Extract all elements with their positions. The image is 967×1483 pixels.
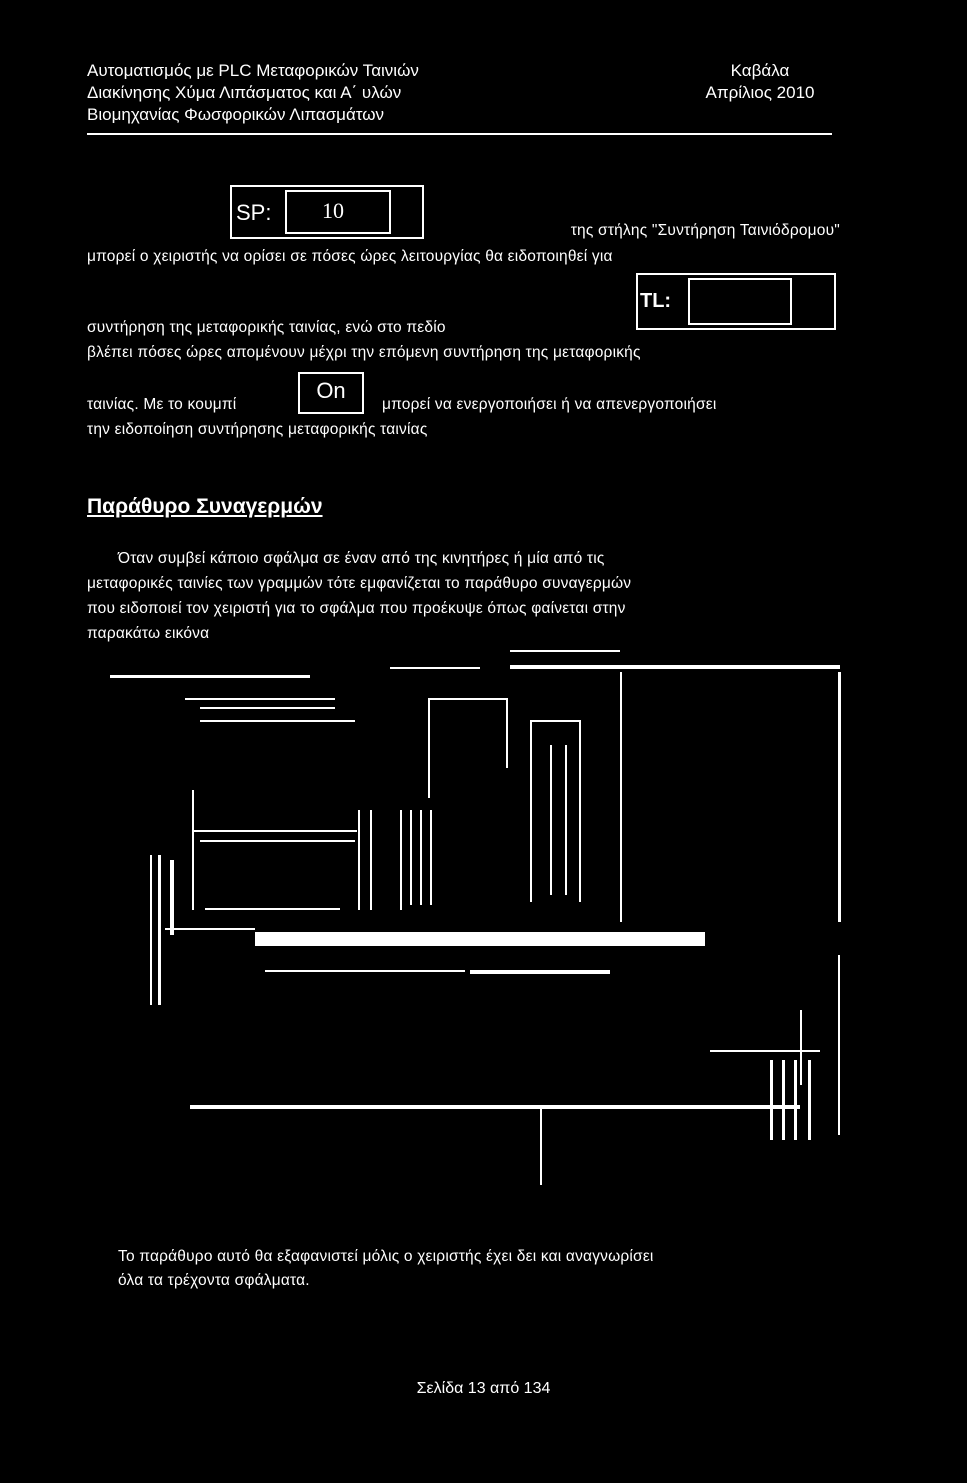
section-line2: μεταφορικές ταινίες των γραμμών τότε εμφανίζεται το παράθυρο συναγερμών [87,575,632,592]
sp-value: 10 [322,198,344,223]
header-left-line2: Διακίνησης Χύμα Λιπάσματος και Α΄ υλών [87,83,402,102]
page-number: Σελίδα 13 από 134 [416,1380,551,1397]
tl-input-box [688,278,792,325]
paragraph1-line1: της στήλης "Συντήρηση Ταινιόδρομου" [570,222,840,239]
section-line4: παρακάτω εικόνα [87,625,210,642]
header-left [87,60,419,126]
header-right-line2: Απρίλιος 2010 [705,83,815,102]
paragraph1-line5b: μπορεί να ενεργοποιήσει ή να απενεργοποιήσει [382,396,717,413]
header-divider [87,133,832,135]
on-button-label: On [316,378,346,403]
header-right-line1: Καβάλα [730,61,790,80]
header-left-line3: Βιομηχανίας Φωσφορικών Λιπασμάτων [87,105,385,124]
paragraph1-line2: μπορεί ο χειριστής να ορίσει σε πόσες ώρες λειτουργίας θα ειδοποιηθεί για [87,248,613,265]
paragraph1-line3: συντήρηση της μεταφορικής ταινίας, ενώ στο πεδίο [87,319,446,336]
paragraph1-line5a: ταινίας. Με το κουμπί [87,396,237,413]
paragraph1-line6: την ειδοποίηση συντήρησης μεταφορικής ταινίας [87,421,428,438]
closing-line1: Το παράθυρο αυτό θα εξαφανιστεί μόλις ο χειριστής έχει δει και αναγνωρίσει [118,1248,654,1265]
tl-label: ΤL: [640,290,672,312]
header-right [695,60,825,104]
alarm-window-figure [110,650,845,1130]
sp-label: SP: [236,200,272,225]
closing-line2: όλα τα τρέχοντα σφάλματα. [118,1272,310,1289]
section-title: Παράθυρο Συναγερμών [87,495,323,518]
paragraph1-line4: βλέπει πόσες ώρες απομένουν μέχρι την επόμενη συντήρηση της μεταφορικής [87,344,641,361]
header-left-line1: Αυτοματισμός με PLC Μεταφορικών Ταινιών [87,61,419,80]
on-button[interactable] [298,372,364,414]
section-line3: που ειδοποιεί τον χειριστή για το σφάλμα που προέκυψε όπως φαίνεται στην [87,600,626,617]
section-line1: Όταν συμβεί κάποιο σφάλμα σε έναν από της κινητήρες ή μία από τις [118,550,605,567]
